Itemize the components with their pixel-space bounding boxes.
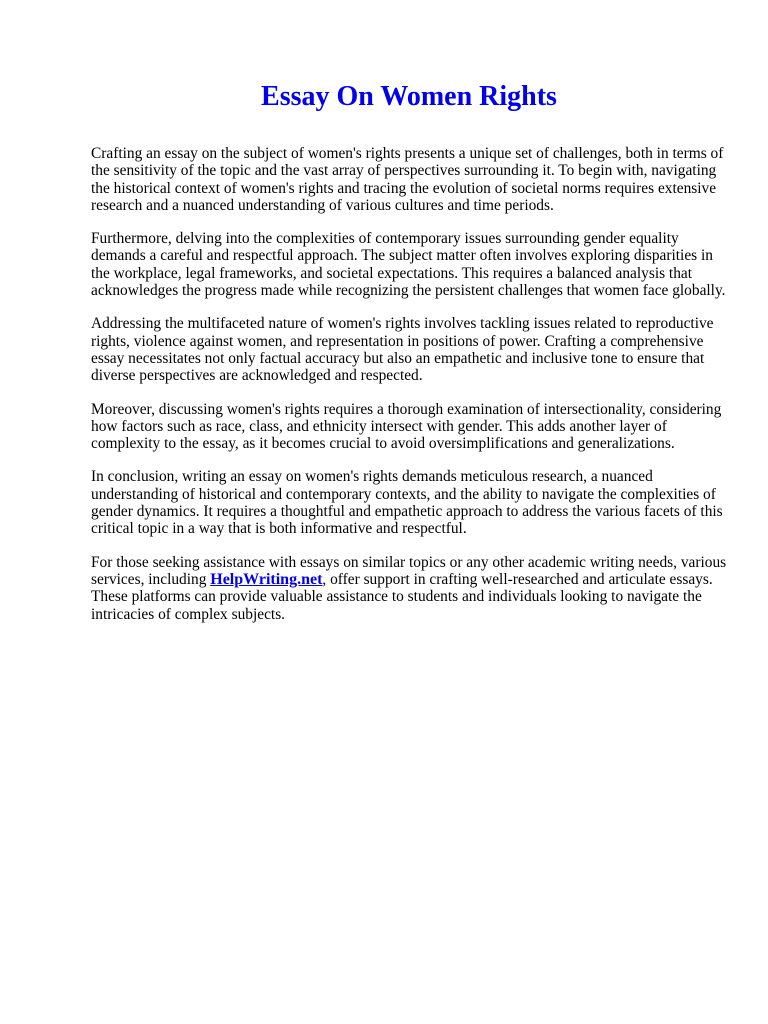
closing-text-after-link: , offer support in crafting well-researched and articulate essays. These platforms can provide valuable assistance to students and individuals looking to navigate the intricacies of complex subjects. <box>91 570 713 623</box>
page-title: Essay On Women Rights <box>261 81 557 112</box>
paragraph-1: Crafting an essay on the subject of women's rights presents a unique set of challenges, both in terms of the sensitivity of the topic and the vast array of perspectives surrounding it. To begin with, navigating the historical context of women's rights and tracing the evolution of societal norms requires extensive research and a nuanced understanding of various cultures and time periods. <box>91 145 724 214</box>
essay-body <box>91 145 731 639</box>
paragraph-5: In conclusion, writing an essay on women's rights demands meticulous research, a nuanced understanding of historical and contemporary contexts, and the ability to navigate the complexities of gender dynamics. It requires a thoughtful and empathetic approach to address the various facets of this critical topic in a way that is both informative and respectful. <box>91 468 723 538</box>
paragraph-3: Addressing the multifaceted nature of women's rights involves tackling issues related to reproductive rights, violence against women, and representation in positions of power. Crafting a comprehensive essay necessitates not only factual accuracy but also an empathetic and inclusive tone to ensure that diverse perspectives are acknowledged and respected. <box>91 315 714 385</box>
paragraph-2: Furthermore, delving into the complexities of contemporary issues surrounding gender equality demands a careful and respectful approach. The subject matter often involves exploring disparities in the workplace, legal frameworks, and societal expectations. This requires a balanced analysis that acknowledges the progress made while recognizing the persistent challenges that women face globally. <box>91 230 726 300</box>
paragraph-4: Moreover, discussing women's rights requires a thorough examination of intersectionality, considering how factors such as race, class, and ethnicity intersect with gender. This adds another layer of complexity to the essay, as it becomes crucial to avoid oversimplifications and generalizations. <box>91 400 722 453</box>
helpwriting-link[interactable]: HelpWriting.net <box>210 570 323 588</box>
closing-text-before-link: For those seeking assistance with essays on similar topics or any other academic writing needs, various services, including <box>91 553 727 588</box>
closing-paragraph <box>91 554 731 623</box>
